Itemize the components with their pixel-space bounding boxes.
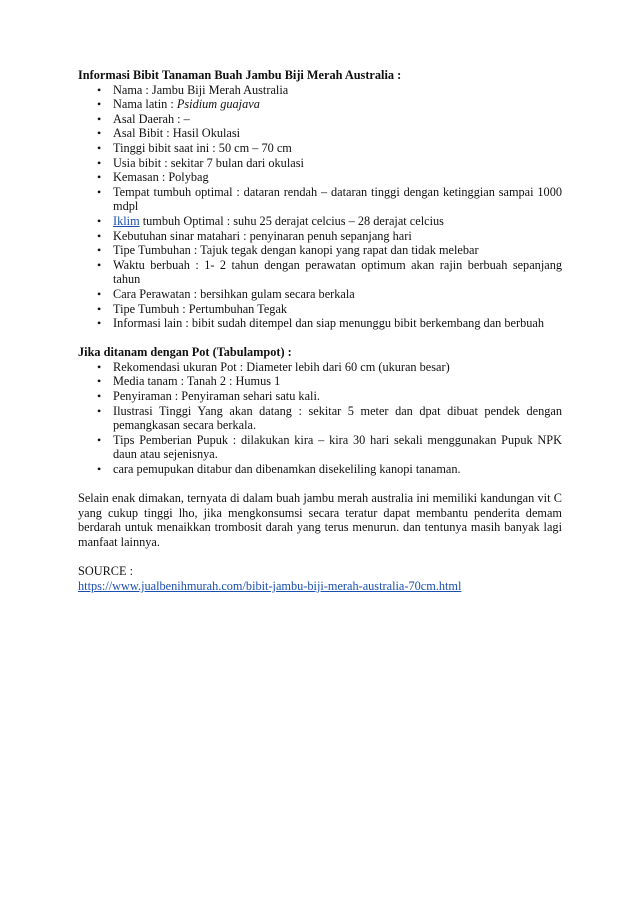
item-label: Nama latin :: [113, 97, 177, 112]
list-item: • Ilustrasi Tinggi Yang akan datang : sekitar 5 meter dan dpat dibuat pendek dengan pemangkasan secara berkala.: [78, 404, 562, 433]
item-text: Tipe Tumbuhan : Tajuk tegak dengan kanopi yang rapat dan tidak melebar: [113, 243, 479, 258]
iklim-link[interactable]: Iklim: [113, 213, 140, 228]
item-text: Kebutuhan sinar matahari : penyinaran penuh sepanjang hari: [113, 228, 412, 243]
item-text: Nama : Jambu Biji Merah Australia: [113, 82, 289, 97]
list-item: • Media tanam : Tanah 2 : Humus 1: [78, 374, 562, 389]
list-item: [78, 258, 562, 287]
list-item: [78, 126, 562, 141]
body-paragraph: Selain enak dimakan, ternyata di dalam buah jambu merah australia ini memiliki kandungan vit C yang cukup tinggi lho, jika mengkonsumsi secara teratur dapat membantu penderita demam berdarah untuk menaikkan trombosit darah yang terus menurun. dan tentunya masih banyak lagi manfaat lainnya.: [78, 491, 562, 549]
latin-name: Psidium guajava: [176, 97, 260, 112]
item-text: Usia bibit : sekitar 7 bulan dari okulasi: [113, 155, 304, 170]
list-item: [78, 185, 562, 214]
list-item: [78, 243, 562, 258]
list-item: [78, 214, 562, 229]
source-link[interactable]: https://www.jualbenihmurah.com/bibit-jambu-biji-merah-australia-70cm.html: [78, 578, 462, 593]
section2-title: Jika ditanam dengan Pot (Tabulampot) :: [78, 345, 292, 360]
list-item: [78, 156, 562, 171]
list-item: [78, 141, 562, 156]
list-item: [78, 83, 562, 98]
list-item: [78, 112, 562, 127]
item-text: Tempat tumbuh optimal : dataran rendah – dataran tinggi dengan ketinggian sampai 1000 mdpl: [113, 184, 562, 214]
item-text: Waktu berbuah : 1- 2 tahun dengan perawatan optimum akan rajin berbuah sepanjang tahun: [113, 257, 562, 287]
document-page: [78, 68, 562, 593]
list-item: [78, 170, 562, 185]
item-text: Informasi lain : bibit sudah ditempel dan siap menunggu bibit berkembang dan berbuah: [113, 316, 544, 331]
section2-list: [78, 360, 562, 477]
list-item: • Tips Pemberian Pupuk : dilakukan kira – kira 30 hari sekali menggunakan Pupuk NPK daun atau sejenisnya.: [78, 433, 562, 462]
section1-title: Informasi Bibit Tanaman Buah Jambu Biji Merah Australia :: [78, 68, 402, 82]
item-text: tumbuh Optimal : suhu 25 derajat celcius – 28 derajat celcius: [139, 213, 444, 228]
list-item: • Rekomendasi ukuran Pot : Diameter lebih dari 60 cm (ukuran besar): [78, 360, 562, 375]
list-item: • Penyiraman : Penyiraman sehari satu kali.: [78, 389, 562, 404]
item-text: Cara Perawatan : bersihkan gulam secara berkala: [113, 286, 355, 301]
list-item: [78, 97, 562, 112]
section1-list: [78, 83, 562, 331]
list-item: • cara pemupukan ditabur dan dibenamkan disekeliling kanopi tanaman.: [78, 462, 562, 477]
item-text: Kemasan : Polybag: [113, 170, 209, 185]
item-text: Asal Bibit : Hasil Okulasi: [113, 126, 241, 141]
list-item: [78, 302, 562, 317]
item-text: Asal Daerah : –: [113, 111, 190, 126]
list-item: [78, 229, 562, 244]
list-item: [78, 316, 562, 331]
item-text: Tipe Tumbuh : Pertumbuhan Tegak: [113, 301, 288, 316]
item-text: Tinggi bibit saat ini : 50 cm – 70 cm: [113, 140, 292, 155]
source-label: SOURCE :: [78, 564, 134, 579]
list-item: [78, 287, 562, 302]
